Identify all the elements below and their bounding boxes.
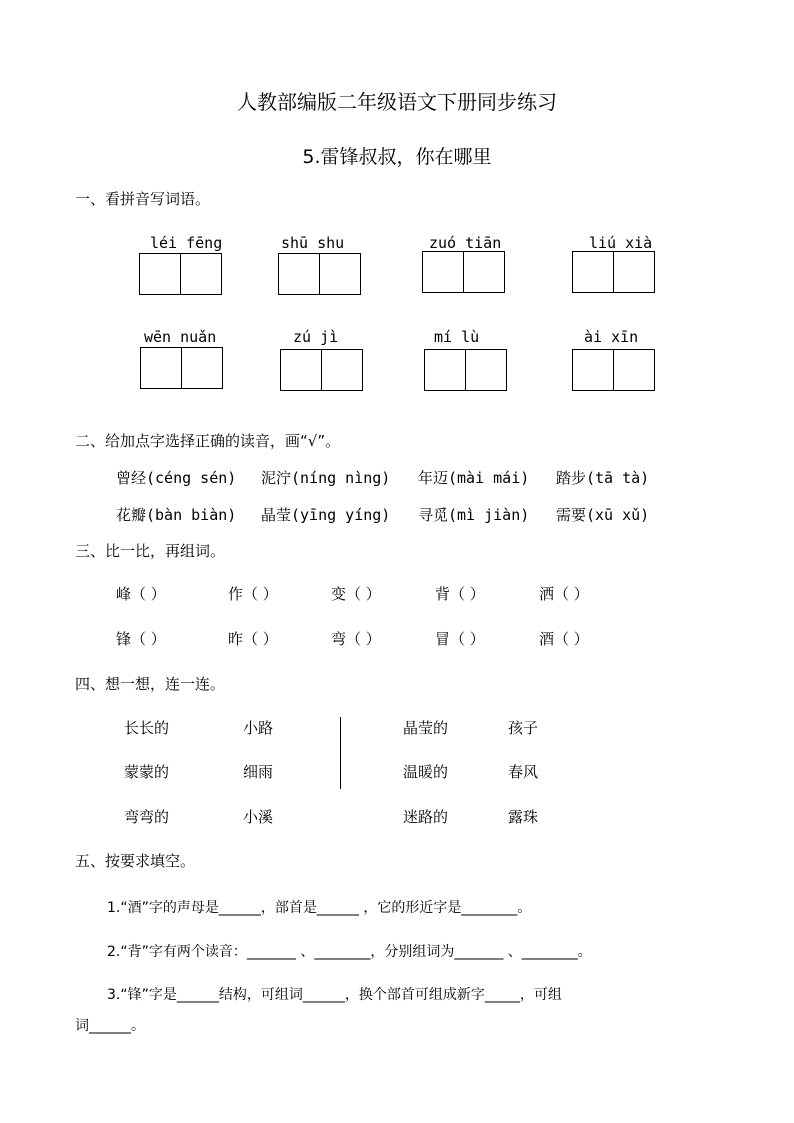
pinyin-milu: mí lù: [434, 328, 480, 346]
tianzige-box[interactable]: [280, 349, 363, 391]
match-word[interactable]: 小溪: [243, 808, 274, 826]
pinyin-liuxia: liú xià: [589, 234, 653, 252]
section4-heading: 四、想一想，连一连。: [75, 675, 226, 693]
fill-question-2[interactable]: 2.“背”字有两个读音：_______ 、________，分别组词为_______ 、________。: [107, 944, 592, 960]
match-word[interactable]: 蒙蒙的: [124, 763, 170, 781]
section2-heading: 二、给加点字选择正确的读音，画“√”。: [75, 432, 341, 450]
compare-item[interactable]: 作（ ）: [228, 585, 278, 603]
reading-choice[interactable]: 泥泞(níng nìng): [261, 469, 391, 487]
compare-item[interactable]: 昨（ ）: [228, 630, 278, 648]
reading-choice[interactable]: 年迈(mài mái): [418, 469, 530, 487]
compare-item[interactable]: 酒（ ）: [539, 630, 589, 648]
reading-choice[interactable]: 踏步(tā tà): [556, 469, 650, 487]
match-word[interactable]: 孩子: [508, 719, 539, 737]
match-word[interactable]: 温暖的: [403, 763, 449, 781]
match-word[interactable]: 迷路的: [403, 808, 449, 826]
match-word[interactable]: 小路: [243, 719, 274, 737]
match-word[interactable]: 长长的: [124, 719, 170, 737]
tianzige-box[interactable]: [140, 347, 223, 389]
section5-heading: 五、按要求填空。: [75, 852, 196, 870]
tianzige-box[interactable]: [422, 251, 505, 293]
reading-choice[interactable]: 花瓣(bàn biàn): [116, 506, 237, 524]
lesson-title: 5.雷锋叔叔，你在哪里: [302, 146, 492, 168]
pinyin-shushu: shū shu: [281, 234, 345, 252]
match-word[interactable]: 弯弯的: [124, 808, 170, 826]
fill-question-3[interactable]: 3.“锋”字是______结构，可组词______，换个部首可组成新字_____，可组: [107, 987, 562, 1003]
tianzige-box[interactable]: [572, 349, 655, 391]
fill-question-1[interactable]: 1.“酒”字的声母是______，部首是______ ，它的形近字是________。: [107, 900, 532, 916]
fill-question-3-cont[interactable]: 词______。: [75, 1018, 145, 1034]
compare-item[interactable]: 变（ ）: [331, 585, 381, 603]
pinyin-leifeng: léi fēng: [150, 234, 223, 252]
compare-item[interactable]: 背（ ）: [435, 585, 485, 603]
reading-choice[interactable]: 曾经(céng sén): [116, 469, 237, 487]
reading-choice[interactable]: 晶莹(yīng yíng): [261, 506, 391, 524]
section3-heading: 三、比一比，再组词。: [75, 542, 226, 560]
reading-choice[interactable]: 需要(xū xǔ): [556, 506, 650, 524]
column-divider: [340, 717, 341, 789]
match-word[interactable]: 细雨: [243, 763, 274, 781]
page-title: 人教部编版二年级语文下册同步练习: [237, 90, 557, 114]
reading-choice[interactable]: 寻觅(mì jiàn): [418, 506, 530, 524]
section1-heading: 一、看拼音写词语。: [75, 190, 211, 208]
pinyin-aixin: ài xīn: [584, 328, 639, 346]
compare-item[interactable]: 洒（ ）: [539, 585, 589, 603]
tianzige-box[interactable]: [278, 253, 361, 295]
match-word[interactable]: 露珠: [508, 808, 539, 826]
compare-item[interactable]: 冒（ ）: [435, 630, 485, 648]
tianzige-box[interactable]: [424, 349, 507, 391]
pinyin-wennuan: wēn nuǎn: [144, 328, 217, 346]
match-word[interactable]: 晶莹的: [403, 719, 449, 737]
match-word[interactable]: 春风: [508, 763, 539, 781]
tianzige-box[interactable]: [572, 251, 655, 293]
pinyin-zuotian: zuó tiān: [429, 234, 502, 252]
tianzige-box[interactable]: [139, 253, 222, 295]
compare-item[interactable]: 弯（ ）: [331, 630, 381, 648]
compare-item[interactable]: 锋（ ）: [116, 630, 166, 648]
pinyin-zuji: zú jì: [293, 328, 339, 346]
compare-item[interactable]: 峰（ ）: [116, 585, 166, 603]
